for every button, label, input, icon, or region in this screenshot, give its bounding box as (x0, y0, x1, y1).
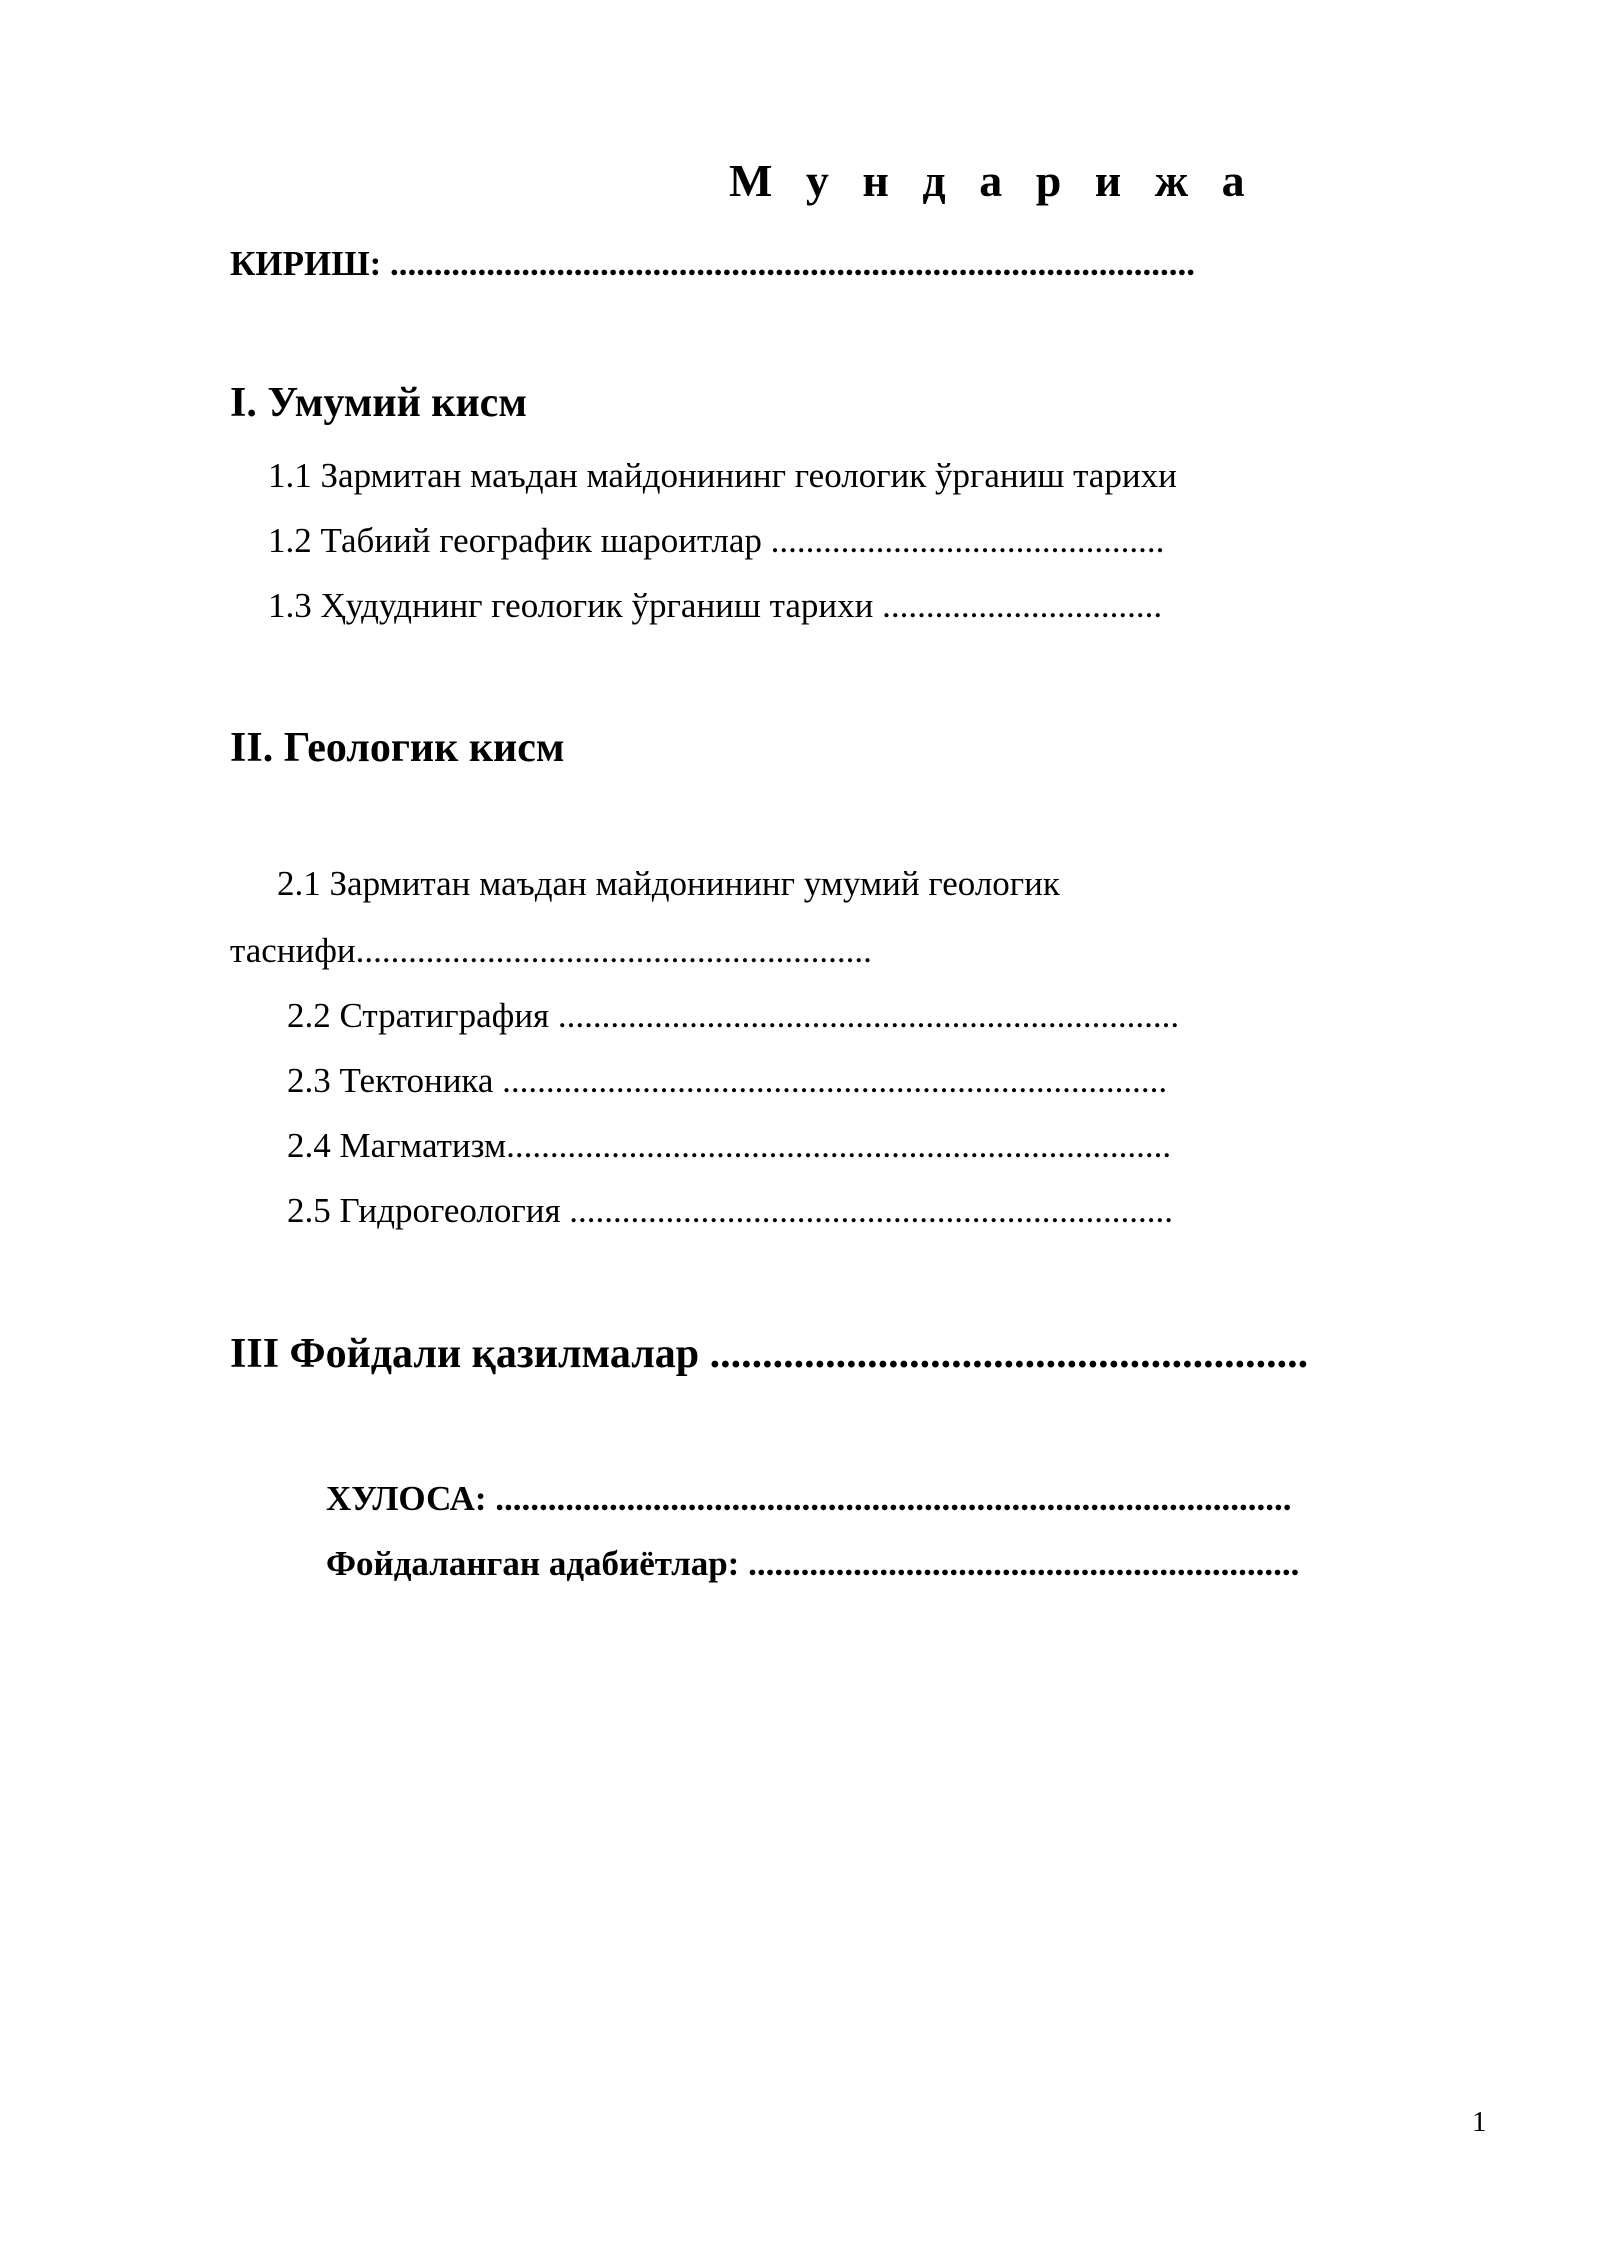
toc-entry-1-3: 1.3 Ҳудуднинг геологик ўрганиш тарихи ................................ (268, 586, 1163, 625)
toc-entry-2-1-line1: 2.1 Зармитан маъдан майдонининг умумий геологик (277, 864, 1060, 903)
toc-entry-2-1-line2: таснифи........................................................... (230, 931, 872, 970)
part2-heading: II. Геологик кисм (230, 725, 565, 771)
part3-heading: III Фойдали қазилмалар ......................................................... (230, 1331, 1309, 1377)
toc-entry-conclusion: ХУЛОСА: ........................................................................................... (326, 1479, 1292, 1518)
toc-entry-2-2: 2.2 Стратиграфия ....................................................................... (287, 996, 1180, 1035)
toc-entry-1-1: 1.1 Зармитан маъдан майдонининг геологик ўрганиш тарихи (268, 456, 1177, 495)
page-number: 1 (1472, 2106, 1487, 2138)
toc-entry-2-5: 2.5 Гидрогеология ..................................................................... (287, 1191, 1174, 1230)
toc-entry-references: Фойдаланган адабиётлар: ............................................................... (326, 1544, 1300, 1583)
toc-entry-2-4: 2.4 Магматизм............................................................................ (287, 1126, 1172, 1165)
part1-heading: I. Умумий кисм (230, 380, 527, 426)
toc-entry-1-2: 1.2 Табиий географик шароитлар ............................................. (268, 521, 1165, 560)
page-title: М у н д а р и ж а (729, 155, 1256, 206)
toc-entry-intro: КИРИШ: ............................................................................................ (230, 244, 1196, 283)
toc-entry-2-3: 2.3 Тектоника ............................................................................ (287, 1061, 1168, 1100)
